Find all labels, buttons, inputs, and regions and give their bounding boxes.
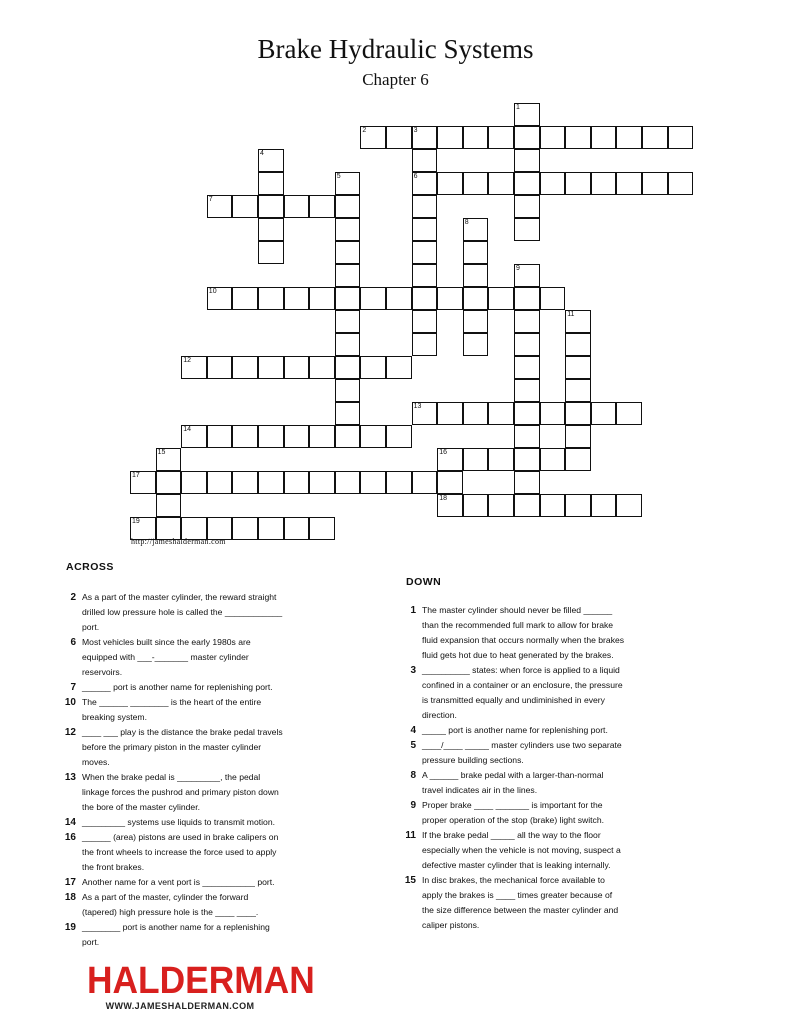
grid-cell[interactable] <box>232 195 258 218</box>
down-clue <box>402 828 732 873</box>
clue-text-line: ____ ___ play is the distance the brake pedal travels <box>82 727 283 737</box>
grid-cell[interactable] <box>232 425 258 448</box>
grid-cell[interactable] <box>616 172 642 195</box>
down-clue <box>402 873 732 933</box>
across-clue <box>62 590 382 635</box>
clue-text-line: fluid expansion that occurs normally when the brakes <box>422 635 625 645</box>
clue-number: 15 <box>404 875 416 886</box>
down-clue-list <box>402 603 732 933</box>
grid-cell[interactable] <box>360 287 386 310</box>
clue-text-line: ____/____ _____ master cylinders use two separate <box>422 740 622 750</box>
logo-wordmark: HALDERMAN <box>87 960 315 1002</box>
grid-cell[interactable] <box>488 126 514 149</box>
grid-cell[interactable] <box>181 356 207 379</box>
clue-text-line: A ______ brake pedal with a larger-than-normal <box>422 770 604 780</box>
clue-text-line: _____ port is another name for replenishing port. <box>422 725 608 735</box>
grid-cell[interactable] <box>386 471 412 494</box>
grid-cell[interactable] <box>591 402 617 425</box>
grid-cell[interactable] <box>258 517 284 540</box>
grid-cell[interactable] <box>386 126 412 149</box>
grid-cell[interactable] <box>514 218 540 241</box>
grid-cell[interactable] <box>642 126 668 149</box>
clue-text-line: Most vehicles built since the early 1980s are <box>82 637 251 647</box>
grid-cell[interactable] <box>514 195 540 218</box>
grid-cell[interactable] <box>309 517 335 540</box>
clue-text-line: travel indicates air in the lines. <box>422 785 538 795</box>
clue-number: 10 <box>208 288 217 295</box>
clue-number: 12 <box>64 727 76 738</box>
clue-number: 8 <box>464 219 469 226</box>
grid-cell[interactable] <box>514 425 540 448</box>
grid-cell[interactable] <box>412 264 438 287</box>
grid-cell[interactable] <box>412 126 438 149</box>
clue-number: 6 <box>413 173 418 180</box>
clue-number: 3 <box>413 127 418 134</box>
down-clue <box>402 723 732 738</box>
grid-cell[interactable] <box>258 218 284 241</box>
grid-cell[interactable] <box>335 310 361 333</box>
grid-cell[interactable] <box>616 126 642 149</box>
clue-number: 13 <box>413 403 422 410</box>
clue-number: 4 <box>410 725 416 736</box>
grid-cell[interactable] <box>335 471 361 494</box>
across-clue <box>62 725 382 770</box>
grid-cell[interactable] <box>412 402 438 425</box>
clue-number: 9 <box>410 800 416 811</box>
clue-number: 16 <box>64 832 76 843</box>
grid-cell[interactable] <box>514 379 540 402</box>
clue-text-line: The master cylinder should never be filled ______ <box>422 605 613 615</box>
grid-cell[interactable] <box>258 195 284 218</box>
grid-cell[interactable] <box>258 149 284 172</box>
clue-text-line: apply the brakes is ____ times greater because of <box>422 890 613 900</box>
grid-cell[interactable] <box>412 471 438 494</box>
down-clue <box>402 768 732 798</box>
grid-cell[interactable] <box>360 356 386 379</box>
across-clue <box>62 830 382 875</box>
grid-cell[interactable] <box>412 310 438 333</box>
clue-text-line: before the primary piston in the master cylinder <box>82 742 262 752</box>
clue-number: 19 <box>64 922 76 933</box>
grid-cell[interactable] <box>412 333 438 356</box>
clue-number: 18 <box>64 892 76 903</box>
grid-cell[interactable] <box>335 333 361 356</box>
grid-cell[interactable] <box>488 402 514 425</box>
clue-text-line: direction. <box>422 710 457 720</box>
grid-cell[interactable] <box>284 195 310 218</box>
clue-text-line: defective master cylinder that is leaking internally. <box>422 860 611 870</box>
clue-number: 7 <box>208 196 213 203</box>
clue-text-line: __________ states: when force is applied to a liquid <box>422 665 620 675</box>
grid-cell[interactable] <box>437 402 463 425</box>
clue-number: 15 <box>157 449 166 456</box>
clue-number: 6 <box>70 637 76 648</box>
across-clue <box>62 695 382 725</box>
grid-cell[interactable] <box>514 448 540 471</box>
grid-cell[interactable] <box>258 356 284 379</box>
grid-cell[interactable] <box>642 172 668 195</box>
grid-cell[interactable] <box>284 287 310 310</box>
grid-cell[interactable] <box>463 402 489 425</box>
grid-cell[interactable] <box>284 517 310 540</box>
grid-cell[interactable] <box>207 287 233 310</box>
grid-cell[interactable] <box>412 195 438 218</box>
grid-cell[interactable] <box>386 287 412 310</box>
grid-cell[interactable] <box>156 471 182 494</box>
grid-cell[interactable] <box>463 494 489 517</box>
grid-cell[interactable] <box>232 356 258 379</box>
grid-cell[interactable] <box>514 126 540 149</box>
clue-text-line: the front brakes. <box>82 862 145 872</box>
grid-cell[interactable] <box>514 356 540 379</box>
grid-cell[interactable] <box>514 402 540 425</box>
grid-cell[interactable] <box>335 218 361 241</box>
grid-cell[interactable] <box>565 126 591 149</box>
clue-number: 3 <box>410 665 416 676</box>
grid-cell[interactable] <box>565 333 591 356</box>
grid-cell[interactable] <box>565 379 591 402</box>
across-heading: ACROSS <box>66 561 114 573</box>
down-clue <box>402 738 732 768</box>
grid-cell[interactable] <box>412 241 438 264</box>
grid-cell[interactable] <box>437 448 463 471</box>
page-title: Brake Hydraulic Systems <box>257 34 534 64</box>
across-clue <box>62 680 382 695</box>
grid-cell[interactable] <box>232 287 258 310</box>
grid-cell[interactable] <box>335 425 361 448</box>
grid-cell[interactable] <box>156 494 182 517</box>
grid-cell[interactable] <box>258 287 284 310</box>
clue-text-line: proper operation of the stop (brake) light switch. <box>422 815 604 825</box>
clue-text-line: especially when the vehicle is not moving, suspect a <box>422 845 621 855</box>
clue-text-line: drilled low pressure hole is called the ____________ <box>82 607 283 617</box>
clue-text-line: pressure building sections. <box>422 755 524 765</box>
down-clue <box>402 798 732 828</box>
clue-number: 16 <box>439 449 447 456</box>
across-clue <box>62 920 382 950</box>
grid-cell[interactable] <box>514 494 540 517</box>
grid-cell[interactable] <box>514 287 540 310</box>
grid-cell[interactable] <box>463 126 489 149</box>
grid-cell[interactable] <box>335 241 361 264</box>
clue-number: 14 <box>183 426 191 433</box>
clue-text-line: equipped with ___-_______ master cylinder <box>82 652 249 662</box>
grid-cell[interactable] <box>335 287 361 310</box>
clue-text-line: If the brake pedal _____ all the way to the floor <box>422 830 601 840</box>
clue-text-line: As a part of the master cylinder, the reward straight <box>82 592 277 602</box>
logo-website: WWW.JAMESHALDERMAN.COM <box>105 1001 255 1011</box>
clue-number: 10 <box>64 697 76 708</box>
grid-cell[interactable] <box>540 494 566 517</box>
grid-cell[interactable] <box>130 471 156 494</box>
grid-cell[interactable] <box>616 494 642 517</box>
grid-cell[interactable] <box>412 172 438 195</box>
clue-number: 9 <box>516 265 520 272</box>
grid-cell[interactable] <box>386 425 412 448</box>
grid-cell[interactable] <box>463 264 489 287</box>
grid-cell[interactable] <box>591 126 617 149</box>
grid-cell[interactable] <box>437 287 463 310</box>
down-heading: DOWN <box>406 576 442 588</box>
grid-cell[interactable] <box>616 402 642 425</box>
grid-cell[interactable] <box>463 241 489 264</box>
grid-cell[interactable] <box>412 218 438 241</box>
grid-cell[interactable] <box>488 448 514 471</box>
grid-cell[interactable] <box>591 494 617 517</box>
grid-cell[interactable] <box>437 126 463 149</box>
source-url: http://jameshalderman.com <box>131 537 226 546</box>
grid-cell[interactable] <box>309 287 335 310</box>
clue-number: 5 <box>410 740 416 751</box>
across-clue-list <box>62 590 382 950</box>
clue-text-line: port. <box>82 622 100 632</box>
clue-number: 8 <box>410 770 416 781</box>
clue-text-line: When the brake pedal is _________, the pedal <box>82 772 261 782</box>
grid-cell[interactable] <box>565 402 591 425</box>
across-clue <box>62 770 382 815</box>
grid-cell[interactable] <box>309 471 335 494</box>
clue-text-line: confined in a container or an enclosure, the pressure <box>422 680 623 690</box>
clue-text-line: In disc brakes, the mechanical force available to <box>422 875 605 885</box>
grid-cell[interactable] <box>181 471 207 494</box>
grid-cell[interactable] <box>565 494 591 517</box>
grid-cell[interactable] <box>335 195 361 218</box>
grid-cell[interactable] <box>309 195 335 218</box>
clue-text-line: is transmitted equally and undiminished in every <box>422 695 605 705</box>
grid-cell[interactable] <box>335 379 361 402</box>
grid-cell[interactable] <box>463 172 489 195</box>
grid-cell[interactable] <box>284 425 310 448</box>
grid-cell[interactable] <box>565 356 591 379</box>
grid-cell[interactable] <box>309 356 335 379</box>
clue-text-line: port. <box>82 937 100 947</box>
clue-text-line: As a part of the master, cylinder the forward <box>82 892 249 902</box>
grid-cell[interactable] <box>360 425 386 448</box>
grid-cell[interactable] <box>463 218 489 241</box>
clue-number: 2 <box>362 127 367 134</box>
grid-cell[interactable] <box>488 172 514 195</box>
grid-cell[interactable] <box>232 471 258 494</box>
grid-cell[interactable] <box>540 287 566 310</box>
grid-cell[interactable] <box>156 448 182 471</box>
clue-text-line: ______ (area) pistons are used in brake calipers on <box>82 832 279 842</box>
clue-text-line: reservoirs. <box>82 667 123 677</box>
clue-number: 1 <box>410 605 416 616</box>
grid-cell[interactable] <box>284 356 310 379</box>
grid-cell[interactable] <box>514 149 540 172</box>
clue-text-line: Another name for a vent port is ___________ port. <box>82 877 275 887</box>
grid-cell[interactable] <box>565 172 591 195</box>
clue-text-line: (tapered) high pressure hole is the ____ ____. <box>82 907 259 917</box>
clue-text-line: the bore of the master cylinder. <box>82 802 200 812</box>
grid-cell[interactable] <box>181 425 207 448</box>
across-clue <box>62 875 382 890</box>
grid-cell[interactable] <box>463 448 489 471</box>
clue-text-line: breaking system. <box>82 712 147 722</box>
grid-cell[interactable] <box>309 425 335 448</box>
grid-cell[interactable] <box>514 264 540 287</box>
clue-number: 5 <box>336 173 341 180</box>
grid-cell[interactable] <box>540 172 566 195</box>
grid-cell[interactable] <box>540 402 566 425</box>
grid-cell[interactable] <box>207 356 233 379</box>
grid-cell[interactable] <box>488 287 514 310</box>
clue-text-line: Proper brake ____ _______ is important for the <box>422 800 603 810</box>
grid-cell[interactable] <box>437 471 463 494</box>
grid-cell[interactable] <box>207 195 233 218</box>
across-clue <box>62 890 382 920</box>
clue-number: 18 <box>439 495 447 502</box>
grid-cell[interactable] <box>540 448 566 471</box>
clue-number: 19 <box>132 518 140 525</box>
clue-number: 2 <box>70 592 76 603</box>
grid-cell[interactable] <box>258 471 284 494</box>
grid-cell[interactable] <box>565 310 591 333</box>
clue-number: 13 <box>64 772 76 783</box>
down-clue <box>402 603 732 663</box>
clue-text-line: caliper pistons. <box>422 920 480 930</box>
grid-cell[interactable] <box>514 103 540 126</box>
grid-cell[interactable] <box>437 172 463 195</box>
clue-text-line: the front wheels to increase the force used to apply <box>82 847 277 857</box>
grid-cell[interactable] <box>514 172 540 195</box>
clue-text-line: moves. <box>82 757 110 767</box>
grid-cell[interactable] <box>207 471 233 494</box>
grid-cell[interactable] <box>335 356 361 379</box>
grid-cell[interactable] <box>668 172 694 195</box>
grid-cell[interactable] <box>360 471 386 494</box>
across-clue <box>62 815 382 830</box>
grid-cell[interactable] <box>463 287 489 310</box>
grid-cell[interactable] <box>207 425 233 448</box>
clue-number: 12 <box>183 357 191 364</box>
clue-number: 11 <box>405 830 416 841</box>
grid-cell[interactable] <box>258 425 284 448</box>
grid-cell[interactable] <box>514 471 540 494</box>
down-clue <box>402 663 732 723</box>
grid-cell[interactable] <box>437 494 463 517</box>
clue-number: 14 <box>64 817 76 828</box>
grid-cell[interactable] <box>335 172 361 195</box>
grid-cell[interactable] <box>412 287 438 310</box>
grid-cell[interactable] <box>514 333 540 356</box>
grid-cell[interactable] <box>488 494 514 517</box>
clue-number: 1 <box>516 104 520 111</box>
grid-cell[interactable] <box>463 333 489 356</box>
grid-cell[interactable] <box>258 241 284 264</box>
clue-text-line: The ______ ________ is the heart of the entire <box>82 697 262 707</box>
grid-cell[interactable] <box>540 126 566 149</box>
clue-text-line: linkage forces the pushrod and primary piston down <box>82 787 279 797</box>
grid-cell[interactable] <box>258 172 284 195</box>
grid-cell[interactable] <box>591 172 617 195</box>
grid-cell[interactable] <box>232 517 258 540</box>
grid-cell[interactable] <box>335 402 361 425</box>
page-subtitle: Chapter 6 <box>362 70 429 89</box>
halderman-logo <box>80 960 315 1011</box>
grid-cell[interactable] <box>668 126 694 149</box>
clue-text-line: ________ port is another name for a replenishing <box>82 922 270 932</box>
clue-number: 17 <box>132 472 140 479</box>
grid-cell[interactable] <box>463 310 489 333</box>
grid-cell[interactable] <box>335 264 361 287</box>
grid-cell[interactable] <box>386 356 412 379</box>
clue-number: 17 <box>64 877 76 888</box>
across-clue <box>62 635 382 680</box>
grid-cell[interactable] <box>514 310 540 333</box>
clue-number: 7 <box>70 682 76 693</box>
clue-number: 11 <box>567 311 575 318</box>
clue-text-line: than the recommended full mark to allow for brake <box>422 620 614 630</box>
clue-text-line: ______ port is another name for replenishing port. <box>82 682 273 692</box>
grid-cell[interactable] <box>565 448 591 471</box>
grid-cell[interactable] <box>284 471 310 494</box>
clue-number: 4 <box>260 150 264 157</box>
grid-cell[interactable] <box>360 126 386 149</box>
clue-text-line: _________ systems use liquids to transmit motion. <box>82 817 275 827</box>
grid-cell[interactable] <box>412 149 438 172</box>
grid-cell[interactable] <box>565 425 591 448</box>
clue-text-line: the size difference between the master cylinder and <box>422 905 619 915</box>
clue-text-line: fluid gets hot due to heat generated by the brakes. <box>422 650 614 660</box>
